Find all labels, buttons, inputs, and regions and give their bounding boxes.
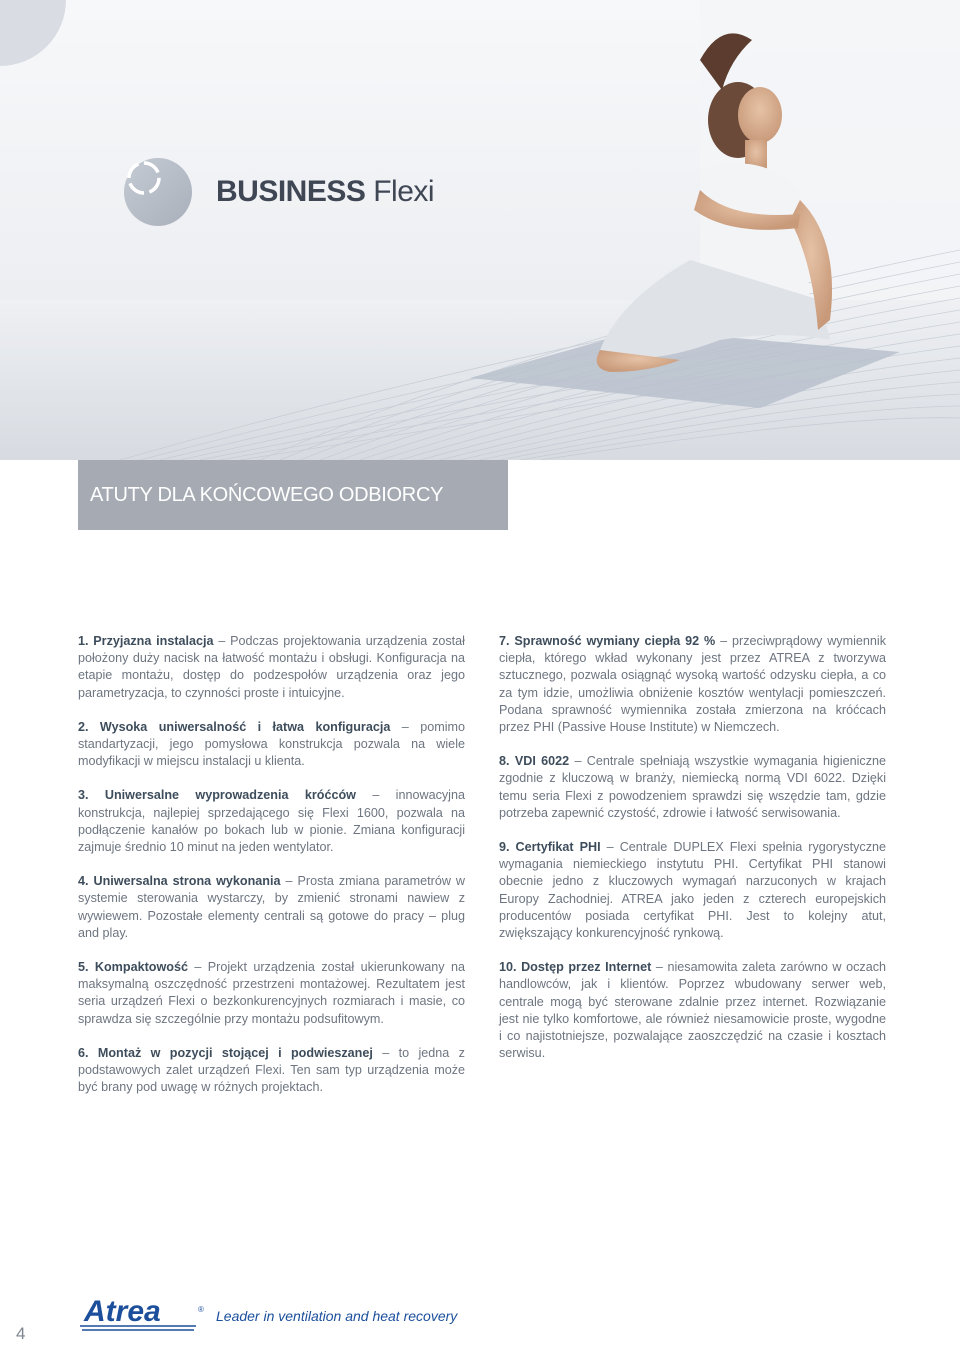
section-banner [78, 460, 508, 530]
feature-heading: 7. Sprawność wymiany ciepła 92 % [499, 634, 716, 648]
hero-illustration [0, 0, 960, 460]
page-title [124, 158, 434, 226]
features-right-column [499, 633, 886, 1079]
feature-heading: 8. VDI 6022 [499, 754, 570, 769]
feature-body: – Prosta zmiana parametrów w systemie sterowania wystarczy, by zmienić stronami nawiew z wywiewem. Pozostałe elementy centrali są gotowe do pracy – plug and play. [78, 874, 465, 940]
logo-wordmark: Atrea [84, 1295, 161, 1328]
feature-heading: 3. Uniwersalne wyprowadzenia króćców [78, 788, 356, 803]
features-left-column [78, 633, 465, 1113]
feature-item [499, 753, 886, 822]
feature-heading: 4. Uniwersalna strona wykonania [78, 874, 281, 889]
logo-registered-mark: ® [198, 1305, 204, 1314]
feature-body: – niesamowita zaleta zarówno w oczach handlowców, jak i klientów. Poprzez wbudowany serwer web, centrale mogą być sterowane zdalnie przez internet. Rozwiązanie jest nie tylko komfortowe, ale również niesamowicie proste, wygodne i co najistotniejsze, pozwalające zaoszczędzić na czasie i kosztach serwisu. [499, 960, 887, 1061]
title-text [216, 175, 434, 209]
title-light: Flexi [365, 175, 435, 208]
feature-body: – Centrale spełniają wszystkie wymagania higieniczne zgodnie z kluczową w branży, niemiecką normą VDI 6022. Dzięki temu seria Flexi z powodzeniem sprawdzi się wszędzie tam, gdzie potrzeba zapewnić czystość, zdrowie i łatwość serwisowania. [499, 754, 886, 820]
feature-body: – Podczas projektowania urządzenia został położony duży nacisk na łatwość montażu i obsługi. Konfiguracja na etapie montażu, dostęp do podzespołów urządzenia oraz jego parametryzacja, to czynności proste i intuicyjne. [78, 634, 465, 700]
banner-label: ATUTY DLA KOŃCOWEGO ODBIORCY [90, 483, 444, 506]
tagline: Leader in ventilation and heat recovery [216, 1308, 458, 1324]
feature-heading: 9. Certyfikat PHI [499, 840, 601, 855]
feature-item [78, 787, 465, 856]
feature-body: – pomimo standartyzacji, jego pomysłowa konstrukcja pozwala na wiele modyfikacji w miejscu instalacji u klienta. [78, 719, 466, 769]
atrea-logo [78, 1288, 208, 1341]
feature-body: – Centrale DUPLEX Flexi spełnia rygorystyczne wymagania niemieckiego instytutu PHI. Certyfikat PHI stanowi obecnie jedno z kluczowych wymagań narzuconych w krajach Europy Zachodniej. ATREA jako jeden z czterech europejskich producentów posiada certyfikat PHI. Jest to kolejny atut, zwiększający konkurencyjność rynkową. [499, 840, 886, 941]
feature-body: – to jedna z podstawowych zalet urządzeń Flexi. Ten sam typ urządzenia może być brany pod uwagę w różnych projektach. [78, 1045, 465, 1095]
feature-heading: 6. Montaż w pozycji stojącej i podwieszanej [78, 1045, 373, 1060]
feature-heading: 1. Przyjazna instalacja [78, 634, 214, 648]
feature-item [78, 1045, 465, 1097]
feature-heading: 10. Dostęp przez Internet [499, 960, 652, 975]
feature-item [499, 633, 886, 736]
feature-item [78, 719, 465, 771]
feature-heading: 2. Wysoka uniwersalność i łatwa konfiguracja [78, 719, 391, 734]
feature-body: – innowacyjna konstrukcja, najlepiej sprzedającego się Flexi 1600, pozwala na podłączenie kanałów po bokach lub w pionie. Zmiana konfiguracji zajmuje średnio 10 minut na jeden wentylator. [78, 788, 465, 855]
page-number: 4 [16, 1324, 26, 1343]
feature-body: – przeciwprądowy wymiennik ciepła, którego wkład wykonany jest przez ATREA z tworzywa sztucznego, pozwala osiągnąć wysoką wartość odzysku ciepła, a co za tym idzie, umożliwia obniżenie kosztów wentylacji pomieszczeń. Podana sprawność wymiennika została zmierzona na króćcach przez PHI (Passive House Institute) w Niemczech. [499, 634, 886, 735]
feature-item [499, 839, 886, 942]
feature-item [499, 959, 886, 1062]
business-circle-icon [124, 158, 192, 226]
hero-image [0, 0, 960, 460]
feature-item [78, 633, 465, 702]
feature-body: – Projekt urządzenia został ukierunkowany na maksymalną oszczędność przestrzeni montażowej. Rezultatem jest seria urządzeń Flexi o bezkonkurencyjnych rozmiarach i masie, co sprawdza się szczególnie przy montażu podsufitowym. [78, 960, 466, 1026]
title-bold: BUSINESS [216, 175, 366, 208]
footer [0, 1280, 960, 1358]
feature-heading: 5. Kompaktowość [78, 960, 188, 975]
feature-item [78, 959, 465, 1028]
feature-item [78, 873, 465, 942]
